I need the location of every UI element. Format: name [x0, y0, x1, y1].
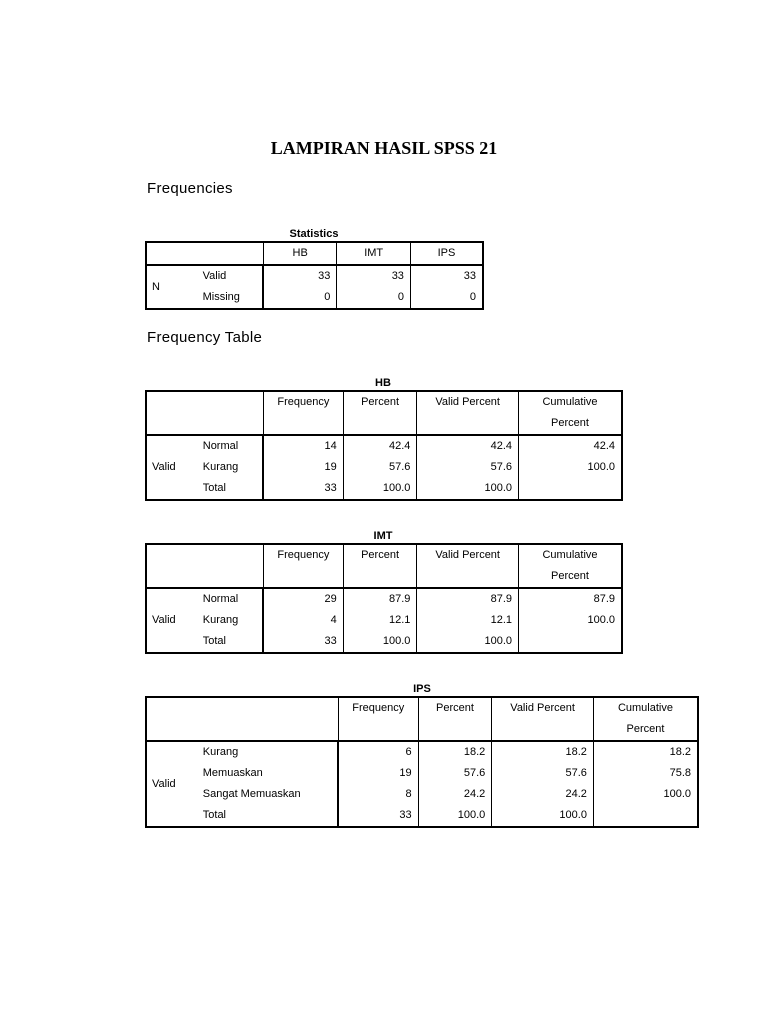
cumulative-line1: Cumulative: [542, 396, 598, 408]
table-cell: 100.0: [343, 478, 417, 500]
row-group-label: N: [152, 280, 160, 293]
table-header-row: [146, 697, 698, 741]
table-cell: 75.8: [593, 763, 698, 784]
table-cell: 18.2: [418, 741, 492, 763]
column-header: IMT: [337, 242, 411, 265]
hb-table-title: HB: [375, 377, 391, 389]
table-cell: 57.6: [343, 457, 417, 478]
row-label: Normal: [198, 588, 264, 610]
table-cell: 33: [410, 265, 483, 287]
table-header-row: [146, 242, 483, 265]
row-label: Missing: [198, 287, 264, 309]
table-cell: 42.4: [519, 435, 623, 457]
cumulative-line2: Percent: [551, 417, 589, 429]
table-cell: 33: [318, 270, 331, 282]
ips-frequency-table: [145, 696, 699, 828]
table-cell: 57.6: [492, 763, 594, 784]
row-group-label: Valid: [152, 461, 176, 473]
table-cell: 19: [399, 767, 412, 779]
row-label: Valid: [198, 265, 264, 287]
table-row: [146, 610, 622, 631]
row-label: Normal: [198, 435, 264, 457]
table-cell: 100.0: [593, 784, 698, 805]
table-cell: 42.4: [343, 435, 417, 457]
row-label: Kurang: [198, 741, 339, 763]
table-row: [146, 478, 622, 500]
row-group-label: Valid: [152, 777, 176, 790]
table-cell: 0: [324, 291, 331, 303]
table-header-row: [146, 391, 622, 435]
table-header-row: [146, 544, 622, 588]
header-blank: [146, 391, 263, 435]
table-cell: [519, 631, 623, 653]
cumulative-line2: Percent: [551, 570, 589, 582]
table-row: [146, 588, 622, 610]
table-cell: 33: [324, 482, 337, 494]
column-header: Frequency: [263, 544, 343, 588]
table-cell: 0: [337, 287, 411, 309]
table-cell: 100.0: [417, 478, 519, 500]
table-cell: [519, 478, 623, 500]
table-cell: 57.6: [418, 763, 492, 784]
table-cell: 57.6: [417, 457, 519, 478]
table-cell: 24.2: [492, 784, 594, 805]
table-cell: 29: [324, 593, 337, 605]
row-label: Kurang: [198, 610, 264, 631]
column-header: [519, 544, 623, 588]
table-cell: 12.1: [343, 610, 417, 631]
table-row: [146, 741, 698, 763]
table-cell: 18.2: [492, 741, 594, 763]
table-cell: 100.0: [418, 805, 492, 827]
table-row: [146, 805, 698, 827]
imt-table-title: IMT: [373, 530, 393, 542]
table-cell: 87.9: [519, 588, 623, 610]
cumulative-line1: Cumulative: [542, 549, 598, 561]
table-row: [146, 265, 483, 287]
table-cell: 19: [324, 461, 337, 473]
table-cell: 0: [410, 287, 483, 309]
column-header: Frequency: [263, 391, 343, 435]
hb-frequency-table: [145, 390, 623, 501]
frequency-table-heading: Frequency Table: [147, 329, 263, 346]
column-header: IPS: [410, 242, 483, 265]
header-blank: [146, 242, 263, 265]
table-row: [146, 457, 622, 478]
statistics-title: Statistics: [289, 228, 339, 240]
table-cell: 14: [324, 440, 337, 452]
table-cell: 12.1: [417, 610, 519, 631]
row-label: Sangat Memuaskan: [198, 784, 339, 805]
imt-frequency-table: [145, 543, 623, 654]
ips-table-title: IPS: [413, 683, 431, 695]
column-header: HB: [263, 242, 336, 265]
table-cell: 87.9: [343, 588, 417, 610]
row-label: Total: [198, 631, 264, 653]
table-cell: 100.0: [492, 805, 594, 827]
column-header: [519, 391, 623, 435]
column-header: Valid Percent: [417, 544, 519, 588]
row-label: Total: [198, 805, 339, 827]
table-cell: 4: [330, 614, 337, 626]
cumulative-line2: Percent: [626, 723, 665, 735]
page-title: LAMPIRAN HASIL SPSS 21: [270, 138, 498, 158]
column-header: Percent: [418, 697, 492, 741]
column-header: Percent: [343, 391, 417, 435]
table-cell: 100.0: [519, 610, 623, 631]
table-cell: 33: [337, 265, 411, 287]
table-cell: 100.0: [343, 631, 417, 653]
column-header: Percent: [343, 544, 417, 588]
table-cell: 33: [324, 635, 337, 647]
header-blank: [146, 544, 263, 588]
table-cell: 42.4: [417, 435, 519, 457]
table-cell: 6: [405, 746, 412, 758]
table-cell: 100.0: [417, 631, 519, 653]
column-header: Valid Percent: [492, 697, 594, 741]
table-cell: 18.2: [593, 741, 698, 763]
column-header: Frequency: [338, 697, 418, 741]
row-label: Total: [198, 478, 264, 500]
table-row: [146, 763, 698, 784]
table-cell: 8: [405, 788, 412, 800]
table-cell: [593, 805, 698, 827]
column-header: [593, 697, 698, 741]
table-cell: 100.0: [519, 457, 623, 478]
table-cell: 24.2: [418, 784, 492, 805]
column-header: Valid Percent: [417, 391, 519, 435]
table-row: [146, 784, 698, 805]
row-label: Memuaskan: [198, 763, 339, 784]
table-row: [146, 631, 622, 653]
table-cell: 87.9: [417, 588, 519, 610]
statistics-table: [145, 241, 484, 310]
table-row: [146, 435, 622, 457]
frequencies-heading: Frequencies: [147, 180, 233, 197]
header-blank: [146, 697, 338, 741]
row-group-label: Valid: [152, 614, 176, 626]
cumulative-line1: Cumulative: [617, 702, 673, 714]
table-cell: 33: [399, 809, 412, 821]
row-label: Kurang: [198, 457, 264, 478]
